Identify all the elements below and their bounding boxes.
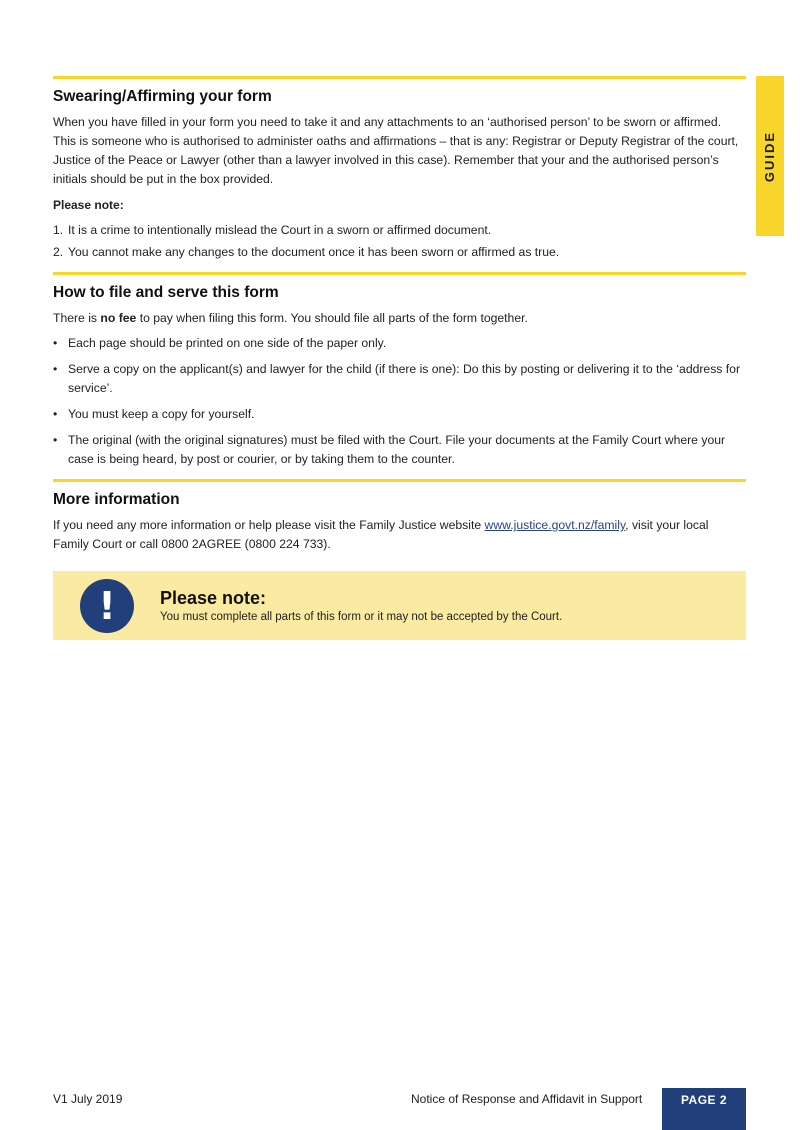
list-item: • Each page should be printed on one side of the paper only. [53,334,746,353]
footer-page-number: PAGE 2 [662,1088,746,1130]
bullet-icon: • [53,433,58,447]
bullet-icon: • [53,362,58,376]
swearing-section [53,76,746,262]
more-info-title: More information [53,491,180,508]
list-item: 2. You cannot make any changes to the document once it has been sworn or affirmed as true. [53,245,560,259]
swearing-body: When you have filled in your form you need to take it and any attachments to an ‘authorised person’ to be sworn or affirmed. This is someone who is authorised to administer oaths and affirmations – that is any: Registrar or Deputy Registrar of the court, Justice of the Peace or Lawyer (other than a lawyer involved in this case). Remember that your and the authorised person’s initials should be put in the box provided. [53,115,739,186]
list-item: • You must keep a copy for yourself. [53,405,746,424]
list-item: • The original (with the original signatures) must be filed with the Court. File your documents at the Family Court where your case is being heard, by post or courier, or by taking them to the counter. [53,431,746,469]
swearing-title: Swearing/Affirming your form [53,88,272,105]
guide-side-tab [756,76,784,236]
more-info-section [53,479,746,554]
file-serve-intro: There is no fee to pay when filing this form. You should file all parts of the form together. [53,311,528,325]
footer-version: V1 July 2019 [53,1092,123,1106]
file-serve-title: How to file and serve this form [53,284,279,301]
note-title: Please note: [160,587,267,608]
please-note-box [53,571,746,640]
footer-doc-title: Notice of Response and Affidavit in Support [411,1092,643,1106]
bullet-icon: • [53,407,58,421]
family-justice-link[interactable]: www.justice.govt.nz/family [484,518,626,532]
guide-tab-label: GUIDE [762,130,778,182]
list-item: • Serve a copy on the applicant(s) and lawyer for the child (if there is one): Do this by posting or delivering it to the ‘address for service’. [53,360,746,398]
file-serve-section [53,272,746,469]
swearing-note-heading: Please note: [53,198,124,212]
bullet-icon: • [53,336,58,350]
file-serve-list [53,334,746,469]
page-content [53,76,746,640]
more-info-text: If you need any more information or help please visit the Family Justice website www.justice.govt.nz/family, visit your local Family Court or call 0800 2AGREE (0800 224 733). [53,518,709,551]
exclamation-icon: ! [80,579,134,633]
note-text [160,587,562,625]
list-item: 1. It is a crime to intentionally mislead the Court in a sworn or affirmed document. [53,223,492,237]
note-body: You must complete all parts of this form or it may not be accepted by the Court. [160,610,563,623]
no-fee-emphasis: no fee [100,311,137,325]
swearing-note-list [53,221,746,262]
